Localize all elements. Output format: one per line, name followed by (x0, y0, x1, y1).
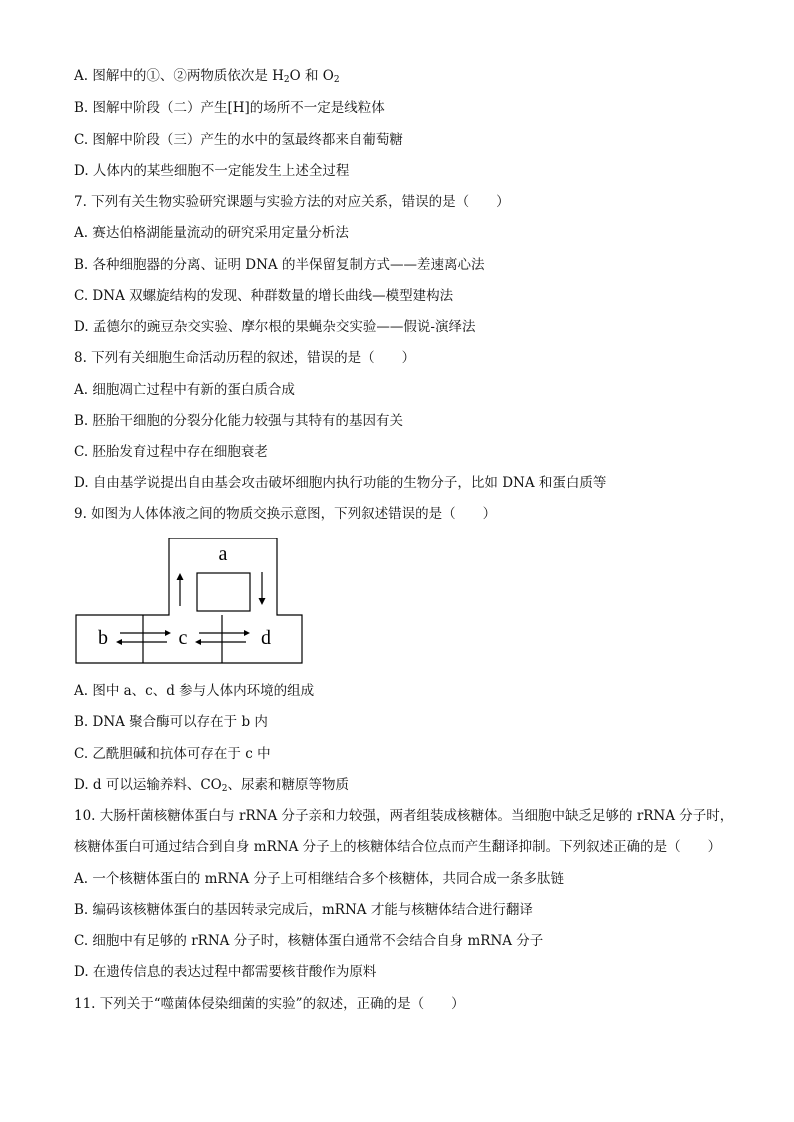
q7-option-a: A. 赛达伯格湖能量流动的研究采用定量分析法 (74, 225, 349, 241)
q7-option-b: B. 各种细胞器的分离、证明 DNA 的半保留复制方式——差速离心法 (74, 257, 485, 273)
arrow-c-to-b-head (116, 639, 122, 645)
arrow-c-to-a-head (177, 573, 184, 580)
q8-option-d: D. 自由基学说提出自由基会攻击破坏细胞内执行功能的生物分子，比如 DNA 和蛋白质等 (74, 475, 607, 491)
q6-option-a: A. 图解中的①、②两物质依次是 $H_2O$ 和 $O_2$ (74, 68, 340, 85)
q8-stem: 8. 下列有关细胞生命活动历程的叙述，错误的是（ ） (74, 350, 416, 366)
body-fluid-exchange-diagram (74, 538, 304, 666)
q10-option-c: C. 细胞中有足够的 rRNA 分子时，核糖体蛋白通常不会结合自身 mRNA 分子 (74, 933, 544, 949)
arrow-a-to-d-head (259, 598, 266, 605)
q8-option-b: B. 胚胎干细胞的分裂分化能力较强与其特有的基因有关 (74, 413, 404, 429)
label-b: b (98, 627, 108, 649)
q7-option-d: D. 孟德尔的豌豆杂交实验、摩尔根的果蝇杂交实验——假说-演绎法 (74, 319, 476, 335)
label-a: a (218, 543, 228, 565)
q9-option-d: D. d 可以运输养料、$CO_2$、尿素和糖原等物质 (74, 777, 349, 794)
inner-cell-box (197, 573, 250, 611)
label-c: c (178, 627, 188, 649)
q8-option-a: A. 细胞凋亡过程中有新的蛋白质合成 (74, 382, 295, 398)
q9-option-a: A. 图中 a、c、d 参与人体内环境的组成 (74, 683, 315, 699)
q9-option-b: B. DNA 聚合酶可以存在于 b 内 (74, 714, 268, 730)
q10-option-a: A. 一个核糖体蛋白的 mRNA 分子上可相继结合多个核糖体，共同合成一条多肽链 (74, 871, 564, 887)
q7-option-c: C. DNA 双螺旋结构的发现、种群数量的增长曲线—模型建构法 (74, 288, 454, 304)
q9-option-c: C. 乙酰胆碱和抗体可存在于 c 中 (74, 746, 271, 762)
q8-option-c: C. 胚胎发育过程中存在细胞衰老 (74, 444, 268, 460)
q9-stem: 9. 如图为人体体液之间的物质交换示意图，下列叙述错误的是（ ） (74, 506, 497, 522)
arrow-b-to-c-head (165, 630, 171, 636)
q10-stem-line1: 10. 大肠杆菌核糖体蛋白与 rRNA 分子亲和力较强，两者组装成核糖体。当细胞中缺乏足够的 rRNA 分子时， (74, 808, 734, 824)
q11-stem: 11. 下列关于“噬菌体侵染细菌的实验”的叙述，正确的是（ ） (74, 996, 465, 1012)
q6-option-c: C. 图解中阶段（三）产生的水中的氢最终都来自葡萄糖 (74, 132, 403, 148)
q10-option-b: B. 编码该核糖体蛋白的基因转录完成后，mRNA 才能与核糖体结合进行翻译 (74, 902, 533, 918)
q10-stem-line2: 核糖体蛋白可通过结合到自身 mRNA 分子上的核糖体结合位点而产生翻译抑制。下列叙述正确的是（ ） (74, 839, 722, 855)
label-d: d (261, 627, 271, 649)
q6-option-b: B. 图解中阶段（二）产生[H]的场所不一定是线粒体 (74, 100, 385, 116)
arrow-c-to-d-head (244, 630, 250, 636)
q6-option-d: D. 人体内的某些细胞不一定能发生上述全过程 (74, 163, 350, 179)
q10-option-d: D. 在遗传信息的表达过程中都需要核苷酸作为原料 (74, 964, 377, 980)
arrow-d-to-c-head (195, 639, 201, 645)
q7-stem: 7. 下列有关生物实验研究课题与实验方法的对应关系，错误的是（ ） (74, 194, 510, 210)
